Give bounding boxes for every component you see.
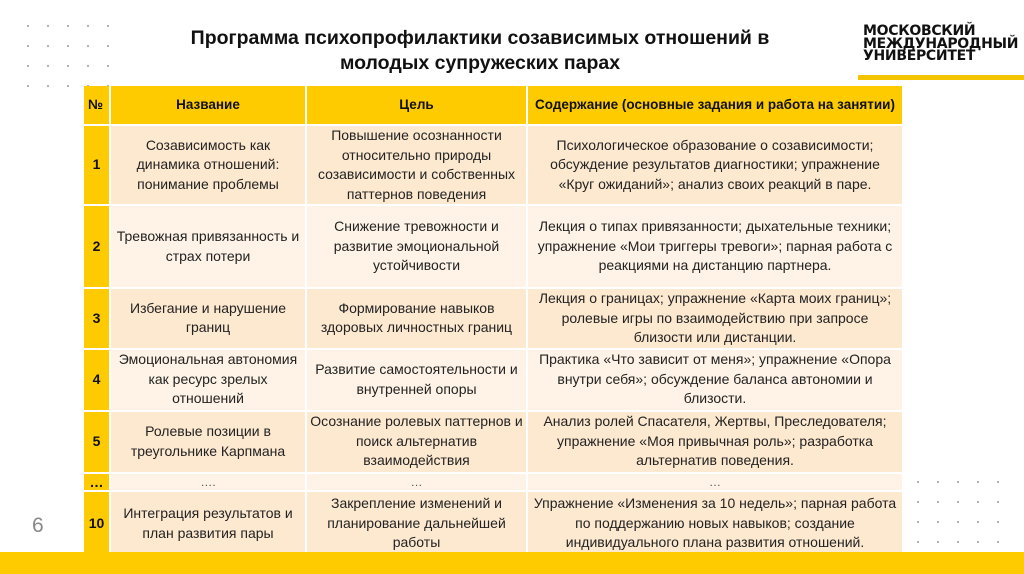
row-content: Лекция о границах; упражнение «Карта моих границ»; ролевые игры по взаимодействию при запросе близости или дистанции. (528, 289, 902, 348)
table-row (84, 206, 902, 287)
bottom-accent-bar (0, 552, 1024, 574)
row-number: 10 (84, 492, 109, 556)
slide-title (130, 26, 830, 76)
slide-title-line-1: Программа психопрофилактики созависимых отношений в (190, 27, 770, 49)
table-row (84, 289, 902, 348)
row-content: Психологическое образование о созависимости; обсуждение результатов диагностики; упражнение «Круг ожиданий»; анализ своих реакций в паре. (528, 126, 902, 204)
column-header-content: Содержание (основные задания и работа на занятии) (528, 86, 902, 124)
row-goal: Закрепление изменений и планирование дальнейшей работы (307, 492, 526, 556)
row-name: Тревожная привязанность и страх потери (111, 206, 305, 287)
row-goal: Снижение тревожности и развитие эмоциональной устойчивости (307, 206, 526, 287)
row-number: 2 (84, 206, 109, 287)
row-content: … (528, 474, 902, 490)
row-content: Лекция о типах привязанности; дыхательные техники; упражнение «Мои триггеры тревоги»; парная работа с реакциями на дистанцию партнера. (528, 206, 902, 287)
table-row (84, 126, 902, 204)
table-row-ellipsis (84, 474, 902, 490)
row-goal: Повышение осознанности относительно природы созависимости и собственных паттернов поведения (307, 126, 526, 204)
row-content: Анализ ролей Спасателя, Жертвы, Преследователя; упражнение «Моя привычная роль»; разработка альтернатив поведения. (528, 412, 902, 472)
table-row (84, 350, 902, 410)
column-header-name: Название (111, 86, 305, 124)
table-row (84, 492, 902, 556)
university-logo (863, 25, 1018, 63)
column-header-number: № (84, 86, 109, 124)
row-goal: … (307, 474, 526, 490)
row-number: … (84, 474, 109, 490)
program-table (82, 84, 904, 558)
row-goal: Осознание ролевых паттернов и поиск альтернатив взаимодействия (307, 412, 526, 472)
row-number: 3 (84, 289, 109, 348)
row-number: 4 (84, 350, 109, 410)
table-header-row (84, 86, 902, 124)
row-name: Эмоциональная автономия как ресурс зрелых отношений (111, 350, 305, 410)
logo-line-3: УНИВЕРСИТЕТ (863, 48, 976, 64)
row-goal: Развитие самостоятельности и внутренней опоры (307, 350, 526, 410)
row-name: …. (111, 474, 305, 490)
row-content: Практика «Что зависит от меня»; упражнение «Опора внутри себя»; обсуждение баланса автономии и близости. (528, 350, 902, 410)
row-number: 5 (84, 412, 109, 472)
decorative-dot-grid-bottom-right (908, 472, 1008, 552)
row-name: Избегание и нарушение границ (111, 289, 305, 348)
column-header-goal: Цель (307, 86, 526, 124)
row-content: Упражнение «Изменения за 10 недель»; парная работа по поддержанию новых навыков; создание индивидуального плана развития отношений. (528, 492, 902, 556)
page-number: 6 (32, 514, 44, 537)
row-goal: Формирование навыков здоровых личностных границ (307, 289, 526, 348)
row-name: Интеграция результатов и план развития пары (111, 492, 305, 556)
row-name: Ролевые позиции в треугольнике Карпмана (111, 412, 305, 472)
row-number: 1 (84, 126, 109, 204)
row-name: Созависимость как динамика отношений: понимание проблемы (111, 126, 305, 204)
logo-underline (858, 75, 1024, 80)
logo-line-1: МОСКОВСКИЙ (863, 23, 976, 39)
logo-line-2: МЕЖДУНАРОДНЫЙ (863, 35, 1019, 52)
table-row (84, 412, 902, 472)
slide-title-line-2: молодых супружеских парах (339, 52, 621, 74)
